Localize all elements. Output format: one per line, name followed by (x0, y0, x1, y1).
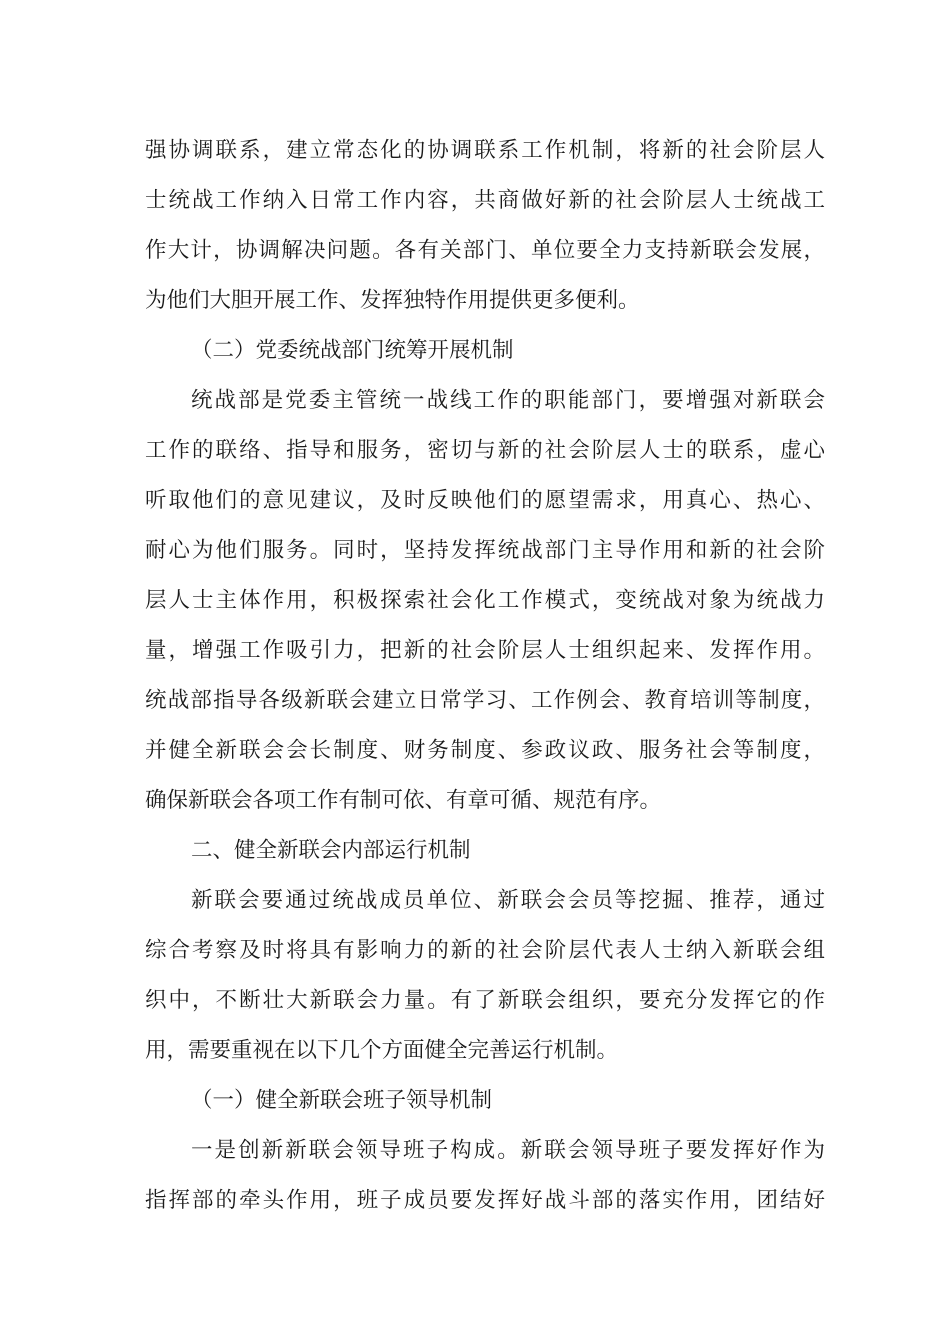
text-line: 听取他们的意见建议，及时反映他们的愿望需求，用真心、热心、 (145, 488, 825, 513)
section-heading: （一）健全新联会班子领导机制 (191, 1088, 493, 1113)
text-line: 一是创新新联会领导班子构成。新联会领导班子要发挥好作为 (191, 1138, 825, 1163)
section-heading: （二）党委统战部门统筹开展机制 (191, 338, 514, 363)
text-line: 新联会要通过统战成员单位、新联会会员等挖掘、推荐，通过 (191, 888, 825, 913)
text-line: 织中，不断壮大新联会力量。有了新联会组织，要充分发挥它的作 (145, 988, 825, 1013)
text-line: 作大计，协调解决问题。各有关部门、单位要全力支持新联会发展， (145, 238, 825, 263)
text-line: 耐心为他们服务。同时，坚持发挥统战部门主导作用和新的社会阶 (145, 538, 825, 563)
section-heading: 二、健全新联会内部运行机制 (191, 838, 471, 863)
text-line: 确保新联会各项工作有制可依、有章可循、规范有序。 (145, 788, 662, 813)
text-line: 士统战工作纳入日常工作内容，共商做好新的社会阶层人士统战工 (145, 188, 825, 213)
text-line: 为他们大胆开展工作、发挥独特作用提供更多便利。 (145, 288, 640, 313)
text-line: 层人士主体作用，积极探索社会化工作模式，变统战对象为统战力 (145, 588, 825, 613)
text-line: 统战部是党委主管统一战线工作的职能部门，要增强对新联会 (191, 388, 825, 413)
text-line: 量，增强工作吸引力，把新的社会阶层人士组织起来、发挥作用。 (145, 638, 825, 663)
text-line: 强协调联系，建立常态化的协调联系工作机制，将新的社会阶层人 (145, 138, 825, 163)
text-line: 用，需要重视在以下几个方面健全完善运行机制。 (145, 1038, 619, 1063)
text-line: 工作的联络、指导和服务，密切与新的社会阶层人士的联系，虚心 (145, 438, 825, 463)
text-line: 并健全新联会会长制度、财务制度、参政议政、服务社会等制度， (145, 738, 825, 763)
text-line: 综合考察及时将具有影响力的新的社会阶层代表人士纳入新联会组 (145, 938, 825, 963)
text-line: 指挥部的牵头作用，班子成员要发挥好战斗部的落实作用，团结好 (145, 1188, 825, 1213)
text-line: 统战部指导各级新联会建立日常学习、工作例会、教育培训等制度， (145, 688, 825, 713)
